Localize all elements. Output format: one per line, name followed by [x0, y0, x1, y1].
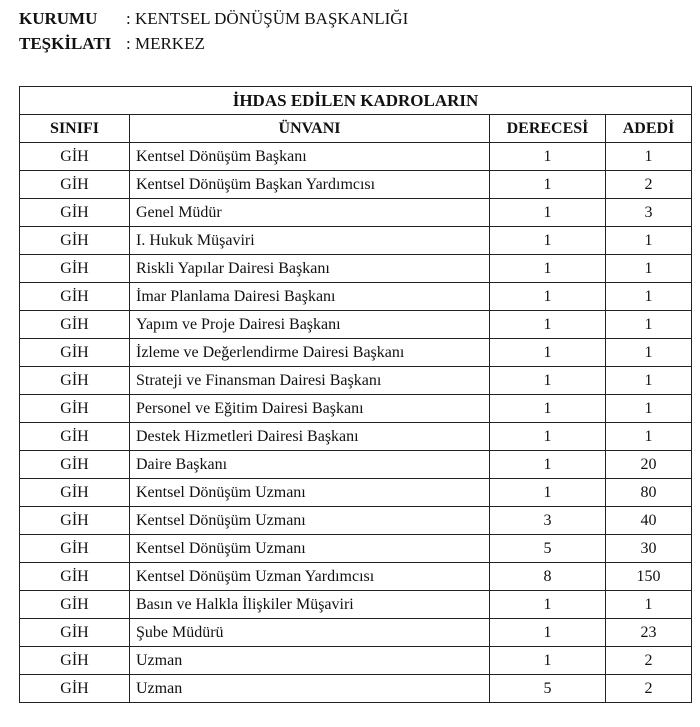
kurum-value: : KENTSEL DÖNÜŞÜM BAŞKANLIĞI [126, 9, 409, 28]
table-body [20, 143, 692, 703]
cell-adedi: 1 [606, 367, 692, 395]
cell-derecesi: 1 [490, 591, 606, 619]
cell-derecesi: 1 [490, 479, 606, 507]
cell-adedi: 40 [606, 507, 692, 535]
cell-sinifi: GİH [20, 283, 130, 311]
cell-adedi: 2 [606, 171, 692, 199]
cell-adedi: 1 [606, 255, 692, 283]
cell-unvani: Şube Müdürü [130, 619, 490, 647]
table-row [20, 227, 692, 255]
cell-sinifi: GİH [20, 311, 130, 339]
table-row [20, 199, 692, 227]
cell-sinifi: GİH [20, 591, 130, 619]
cell-sinifi: GİH [20, 535, 130, 563]
table-row [20, 395, 692, 423]
cell-unvani: Kentsel Dönüşüm Başkan Yardımcısı [130, 171, 490, 199]
cell-sinifi: GİH [20, 171, 130, 199]
cell-adedi: 1 [606, 339, 692, 367]
cell-unvani: Uzman [130, 675, 490, 703]
cell-adedi: 1 [606, 283, 692, 311]
cell-sinifi: GİH [20, 647, 130, 675]
cell-adedi: 1 [606, 143, 692, 171]
cell-unvani: Strateji ve Finansman Dairesi Başkanı [130, 367, 490, 395]
cell-derecesi: 1 [490, 423, 606, 451]
cell-unvani: İzleme ve Değerlendirme Dairesi Başkanı [130, 339, 490, 367]
cell-adedi: 1 [606, 395, 692, 423]
teskilat-value: : MERKEZ [126, 34, 205, 53]
cell-adedi: 2 [606, 647, 692, 675]
column-header-adedi: ADEDİ [606, 115, 692, 143]
column-header-derecesi: DERECESİ [490, 115, 606, 143]
cell-sinifi: GİH [20, 199, 130, 227]
table-row [20, 675, 692, 703]
cell-sinifi: GİH [20, 423, 130, 451]
cell-adedi: 20 [606, 451, 692, 479]
cell-unvani: Kentsel Dönüşüm Uzmanı [130, 479, 490, 507]
table-row [20, 255, 692, 283]
cell-sinifi: GİH [20, 395, 130, 423]
cell-unvani: Riskli Yapılar Dairesi Başkanı [130, 255, 490, 283]
table-header-row [20, 115, 692, 143]
cell-adedi: 2 [606, 675, 692, 703]
cell-derecesi: 1 [490, 283, 606, 311]
cell-derecesi: 1 [490, 311, 606, 339]
table-row [20, 591, 692, 619]
cell-unvani: İmar Planlama Dairesi Başkanı [130, 283, 490, 311]
cell-unvani: Kentsel Dönüşüm Uzmanı [130, 535, 490, 563]
table-row [20, 451, 692, 479]
table-row [20, 619, 692, 647]
cell-derecesi: 1 [490, 647, 606, 675]
cell-adedi: 1 [606, 423, 692, 451]
cell-unvani: Basın ve Halkla İlişkiler Müşaviri [130, 591, 490, 619]
cell-derecesi: 3 [490, 507, 606, 535]
cell-unvani: Uzman [130, 647, 490, 675]
table-row [20, 507, 692, 535]
column-header-unvani: ÜNVANI [130, 115, 490, 143]
kurum-label: KURUMU [19, 9, 98, 28]
cell-unvani: Yapım ve Proje Dairesi Başkanı [130, 311, 490, 339]
cell-sinifi: GİH [20, 619, 130, 647]
cell-sinifi: GİH [20, 563, 130, 591]
cell-sinifi: GİH [20, 507, 130, 535]
cell-derecesi: 1 [490, 619, 606, 647]
cell-sinifi: GİH [20, 675, 130, 703]
table-title: İHDAS EDİLEN KADROLARIN [20, 87, 692, 115]
table-row [20, 647, 692, 675]
cell-unvani: Destek Hizmetleri Dairesi Başkanı [130, 423, 490, 451]
cell-unvani: Kentsel Dönüşüm Uzmanı [130, 507, 490, 535]
table-row [20, 563, 692, 591]
table-row [20, 143, 692, 171]
cell-adedi: 1 [606, 311, 692, 339]
table-row [20, 423, 692, 451]
cell-unvani: Genel Müdür [130, 199, 490, 227]
cell-unvani: Personel ve Eğitim Dairesi Başkanı [130, 395, 490, 423]
cell-adedi: 23 [606, 619, 692, 647]
cell-adedi: 150 [606, 563, 692, 591]
cell-sinifi: GİH [20, 451, 130, 479]
cell-unvani: I. Hukuk Müşaviri [130, 227, 490, 255]
cell-adedi: 1 [606, 591, 692, 619]
cell-sinifi: GİH [20, 143, 130, 171]
cell-derecesi: 1 [490, 199, 606, 227]
cell-unvani: Kentsel Dönüşüm Başkanı [130, 143, 490, 171]
table-title-row [20, 87, 692, 115]
table-row [20, 367, 692, 395]
column-header-sinifi: SINIFI [20, 115, 130, 143]
cell-unvani: Kentsel Dönüşüm Uzman Yardımcısı [130, 563, 490, 591]
cell-derecesi: 5 [490, 535, 606, 563]
cell-sinifi: GİH [20, 339, 130, 367]
cell-sinifi: GİH [20, 227, 130, 255]
cell-adedi: 3 [606, 199, 692, 227]
kurum-line [19, 9, 408, 29]
cell-adedi: 1 [606, 227, 692, 255]
cell-derecesi: 1 [490, 367, 606, 395]
cell-derecesi: 8 [490, 563, 606, 591]
table-row [20, 311, 692, 339]
table-row [20, 171, 692, 199]
cell-derecesi: 1 [490, 339, 606, 367]
cell-derecesi: 1 [490, 227, 606, 255]
cell-adedi: 80 [606, 479, 692, 507]
cell-derecesi: 1 [490, 171, 606, 199]
table-row [20, 283, 692, 311]
cell-derecesi: 1 [490, 451, 606, 479]
table-row [20, 535, 692, 563]
teskilat-line [19, 34, 205, 54]
cell-sinifi: GİH [20, 479, 130, 507]
cell-sinifi: GİH [20, 367, 130, 395]
cell-derecesi: 1 [490, 395, 606, 423]
teskilat-label: TEŞKİLATI [19, 34, 112, 53]
table-row [20, 339, 692, 367]
cell-sinifi: GİH [20, 255, 130, 283]
cell-adedi: 30 [606, 535, 692, 563]
kadro-table [19, 86, 692, 703]
cell-derecesi: 1 [490, 255, 606, 283]
cell-unvani: Daire Başkanı [130, 451, 490, 479]
cell-derecesi: 1 [490, 143, 606, 171]
cell-derecesi: 5 [490, 675, 606, 703]
table-row [20, 479, 692, 507]
